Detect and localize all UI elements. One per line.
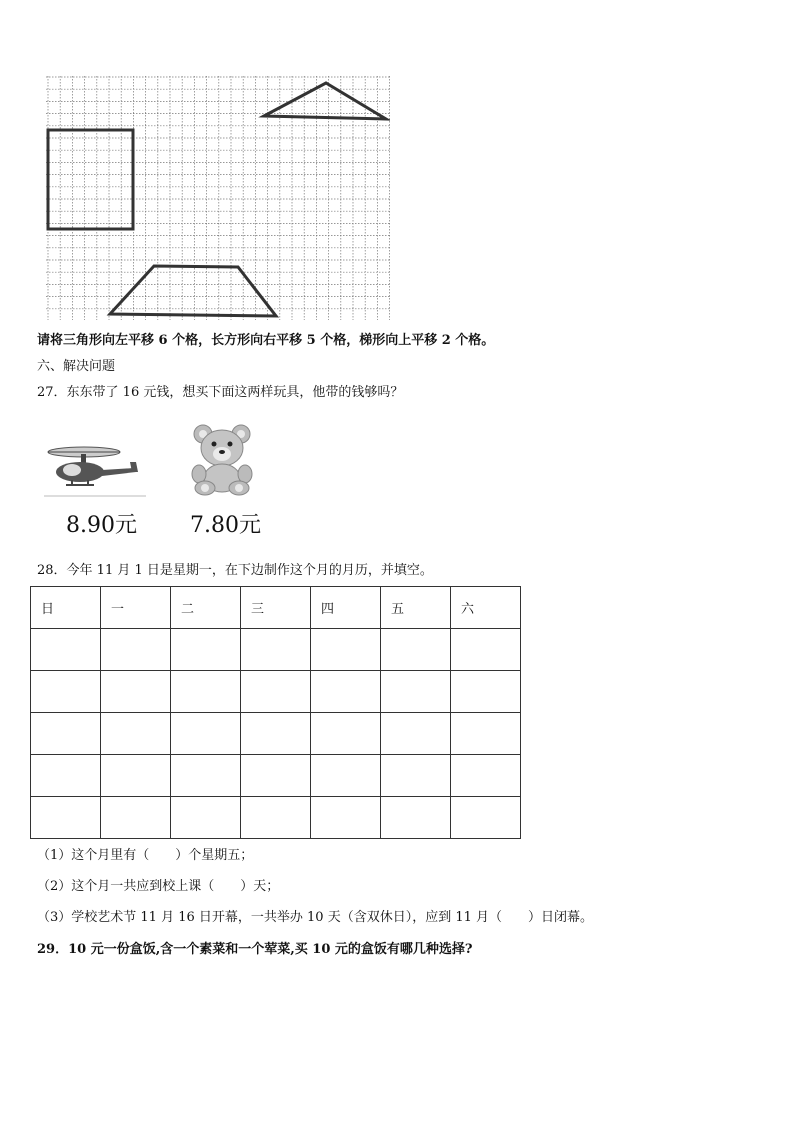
calendar-table xyxy=(30,586,521,839)
calendar-cell[interactable] xyxy=(31,629,101,671)
calendar-cell[interactable] xyxy=(101,629,171,671)
weekday-sat: 六 xyxy=(451,587,521,629)
calendar-cell[interactable] xyxy=(381,755,451,797)
calendar-cell[interactable] xyxy=(381,713,451,755)
question-28-part-3: （3）学校艺术节 11 月 16 日开幕，一共举办 10 天（含双休日），应到 11 月（ ）日闭幕。 xyxy=(37,910,593,925)
calendar-header-row xyxy=(31,587,521,629)
calendar-cell[interactable] xyxy=(31,755,101,797)
weekday-mon: 一 xyxy=(101,587,171,629)
calendar-cell[interactable] xyxy=(101,713,171,755)
calendar-cell[interactable] xyxy=(451,713,521,755)
weekday-thu: 四 xyxy=(311,587,381,629)
grid-instruction: 请将三角形向左平移 6 个格，长方形向右平移 5 个格，梯形向上平移 2 个格。 xyxy=(37,333,495,348)
calendar-cell[interactable] xyxy=(31,713,101,755)
calendar-cell[interactable] xyxy=(101,671,171,713)
weekday-fri: 五 xyxy=(381,587,451,629)
calendar-cell[interactable] xyxy=(171,629,241,671)
calendar-cell[interactable] xyxy=(171,671,241,713)
question-28-part-2: （2）这个月一共应到校上课（ ）天； xyxy=(37,879,280,894)
weekday-tue: 二 xyxy=(171,587,241,629)
calendar-cell[interactable] xyxy=(241,629,311,671)
calendar-cell[interactable] xyxy=(311,797,381,839)
calendar-cell[interactable] xyxy=(171,713,241,755)
question-28-part-1: （1）这个月里有（ ）个星期五； xyxy=(37,848,254,863)
weekday-sun: 日 xyxy=(31,587,101,629)
weekday-wed: 三 xyxy=(241,587,311,629)
grid-figure xyxy=(46,76,390,320)
calendar-cell[interactable] xyxy=(381,629,451,671)
question-28: 28．今年 11 月 1 日是星期一，在下边制作这个月的月历，并填空。 xyxy=(37,563,433,578)
calendar-cell[interactable] xyxy=(241,713,311,755)
section-heading: 六、解决问题 xyxy=(37,359,116,374)
calendar-cell[interactable] xyxy=(311,629,381,671)
calendar-cell[interactable] xyxy=(451,671,521,713)
calendar-row xyxy=(31,797,521,839)
calendar-cell[interactable] xyxy=(171,797,241,839)
helicopter-image xyxy=(44,442,146,498)
calendar-row xyxy=(31,755,521,797)
teddy-bear-price: 7.80元 xyxy=(190,513,261,538)
question-27: 27．东东带了 16 元钱，想买下面这两样玩具，他带的钱够吗？ xyxy=(37,385,404,400)
calendar-cell[interactable] xyxy=(451,629,521,671)
calendar-row xyxy=(31,671,521,713)
question-29: 29．10 元一份盒饭,含一个素菜和一个荤菜,买 10 元的盒饭有哪几种选择? xyxy=(37,942,473,957)
calendar-cell[interactable] xyxy=(101,797,171,839)
calendar-cell[interactable] xyxy=(31,671,101,713)
teddy-bear-image xyxy=(187,422,257,496)
helicopter-price: 8.90元 xyxy=(66,513,137,538)
calendar-cell[interactable] xyxy=(241,755,311,797)
calendar-cell[interactable] xyxy=(241,671,311,713)
calendar-cell[interactable] xyxy=(311,755,381,797)
calendar-row xyxy=(31,629,521,671)
calendar-cell[interactable] xyxy=(381,797,451,839)
calendar-cell[interactable] xyxy=(241,797,311,839)
rectangle-shape xyxy=(48,130,133,229)
calendar-cell[interactable] xyxy=(451,797,521,839)
calendar-cell[interactable] xyxy=(311,671,381,713)
calendar-cell[interactable] xyxy=(311,713,381,755)
calendar-cell[interactable] xyxy=(451,755,521,797)
calendar-cell[interactable] xyxy=(381,671,451,713)
calendar-cell[interactable] xyxy=(101,755,171,797)
calendar-cell[interactable] xyxy=(31,797,101,839)
grid-svg xyxy=(46,76,390,320)
calendar-cell[interactable] xyxy=(171,755,241,797)
calendar-row xyxy=(31,713,521,755)
